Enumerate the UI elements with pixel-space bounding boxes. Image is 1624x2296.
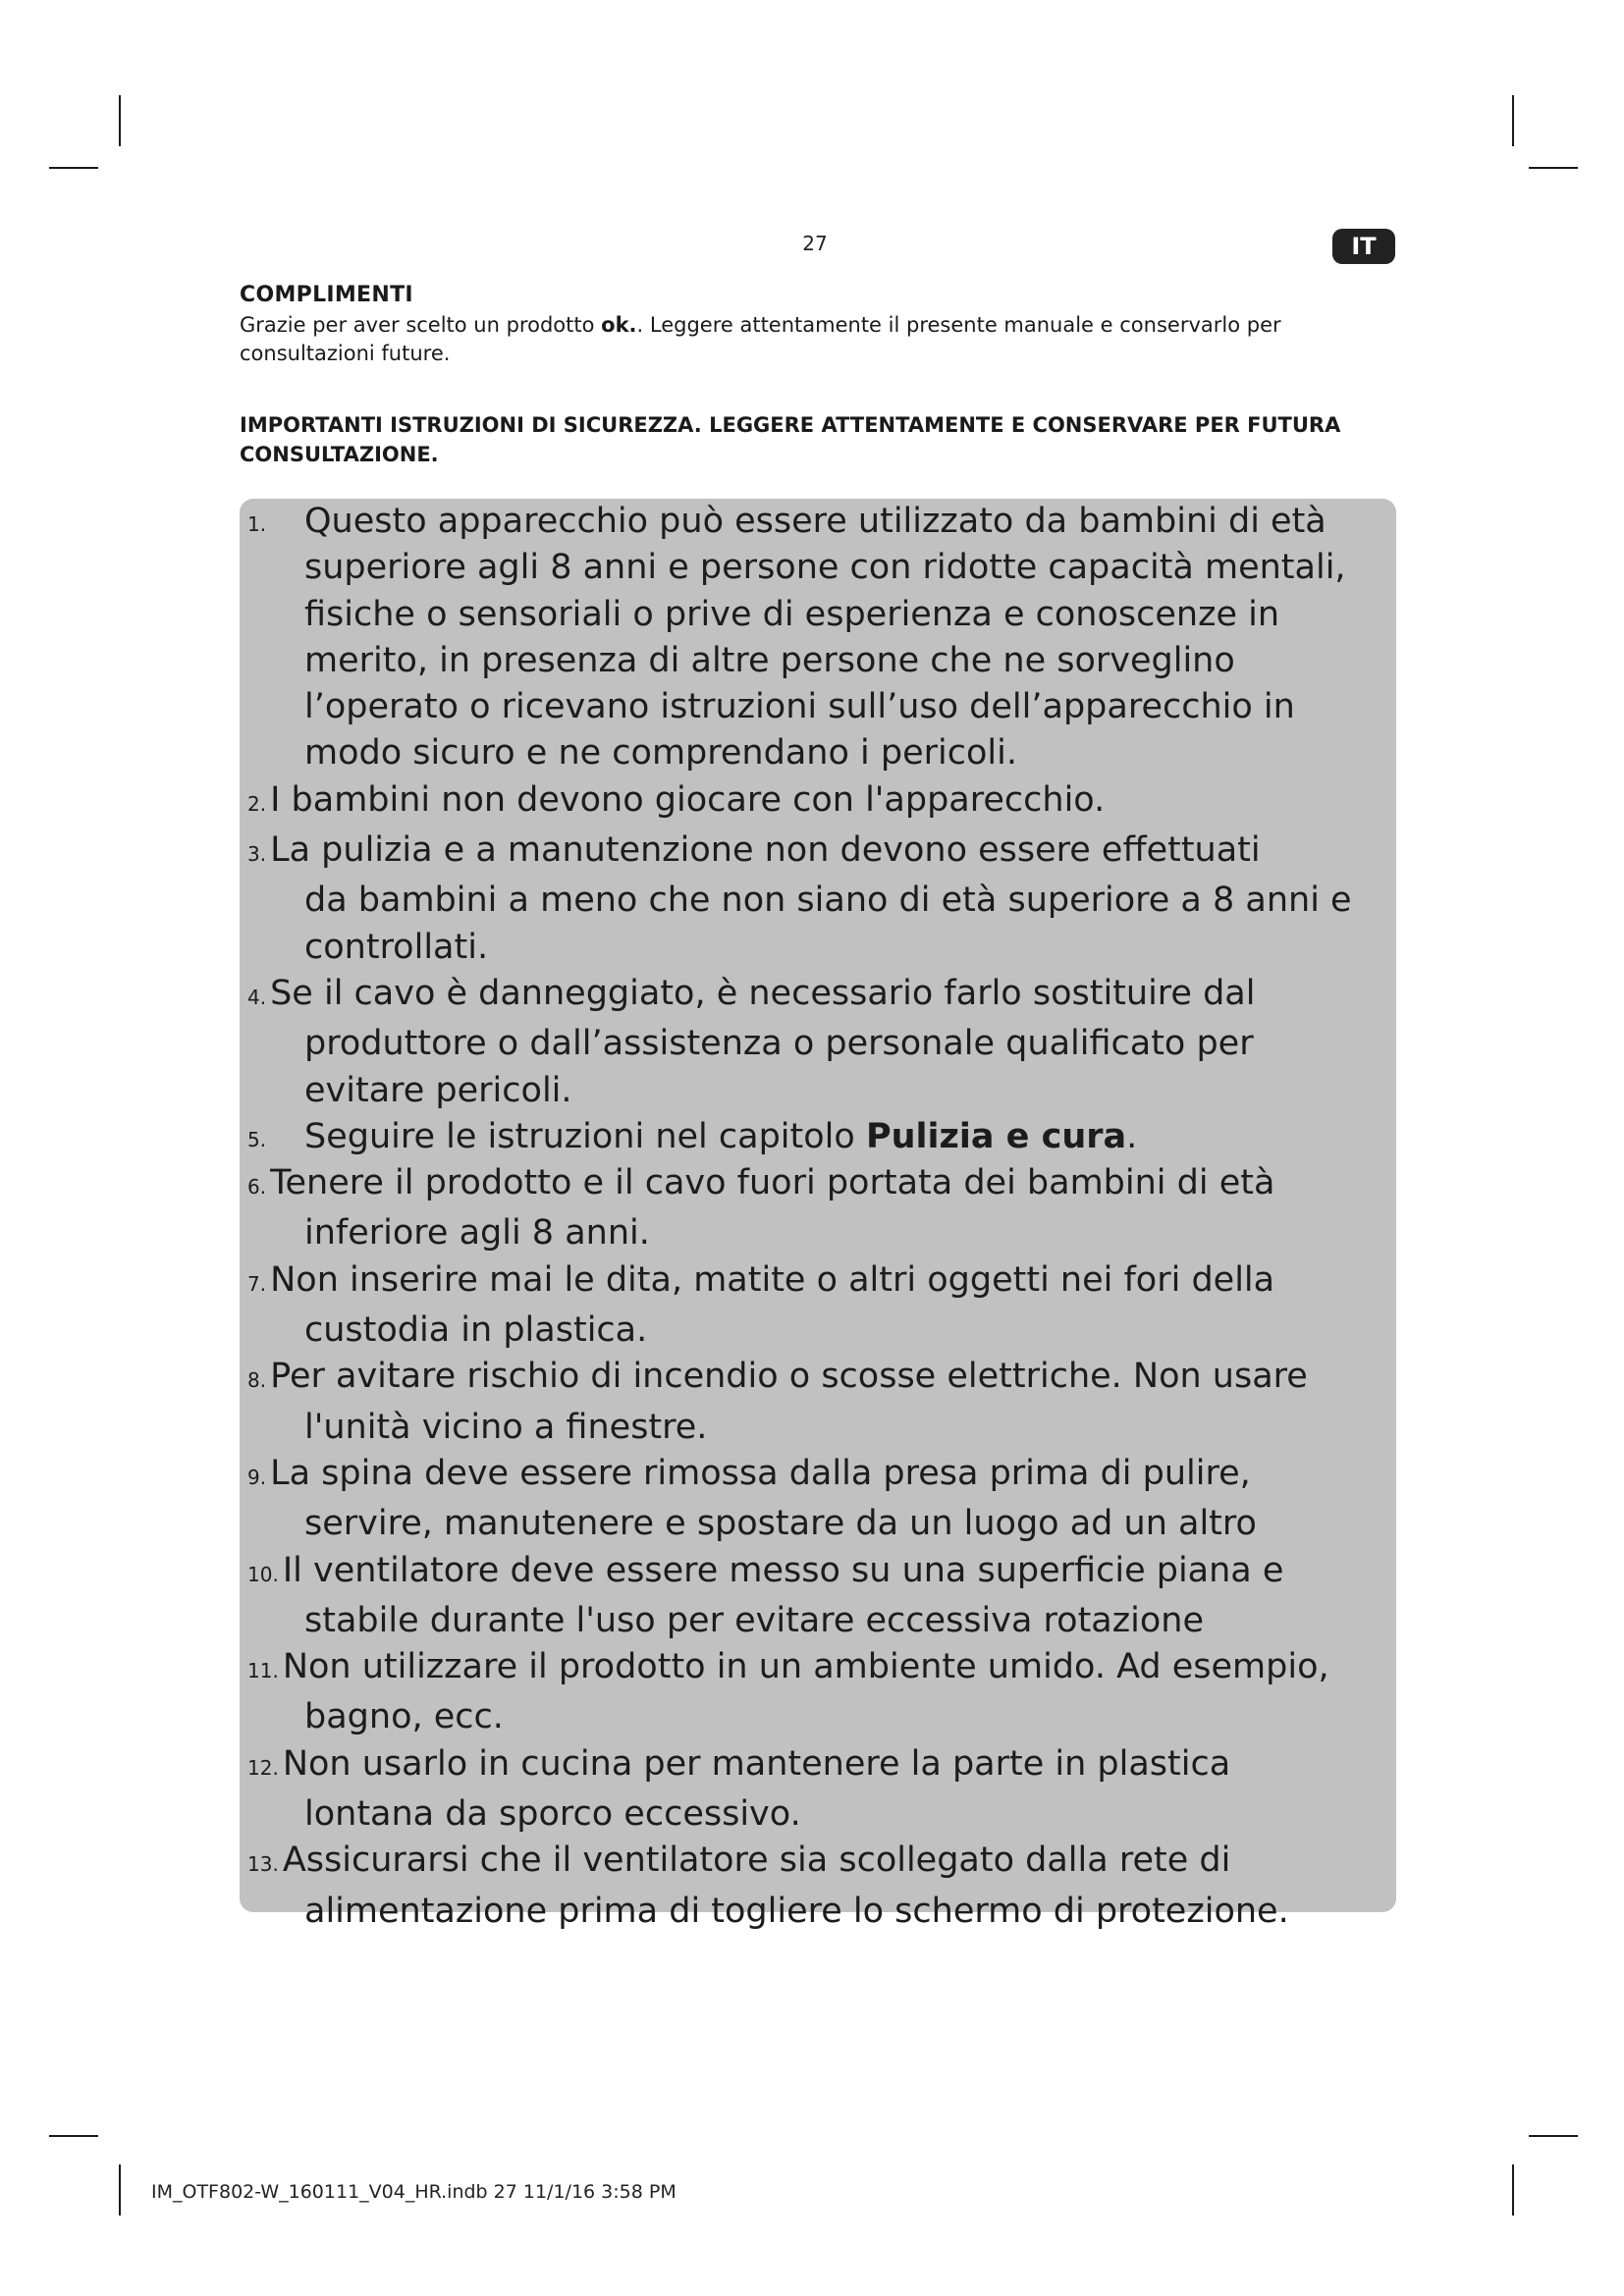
safety-item-line [247, 1548, 1388, 1598]
safety-item-text: La spina deve essere rimossa dalla presa prima di pulire, [270, 1453, 1251, 1493]
safety-item-line [247, 1354, 1388, 1404]
safety-item-line: l'unità vicino a finestre. [304, 1407, 708, 1447]
safety-item [247, 1354, 1388, 1451]
safety-item [247, 499, 1388, 777]
safety-item-line: servire, manutenere e spostare da un luogo ad un altro [304, 1504, 1257, 1544]
safety-item-line [304, 499, 1388, 545]
safety-item-number: 8. [247, 1368, 267, 1393]
safety-heading: IMPORTANTI ISTRUZIONI DI SICUREZZA. LEGGERE ATTENTAMENTE E CONSERVARE PER FUTURA CONSULTAZIONE. [240, 413, 1341, 466]
safety-item [247, 1451, 1388, 1548]
safety-item-line [247, 1741, 1388, 1791]
safety-item-number: 6. [247, 1175, 267, 1200]
crop-mark-bottom-right-horizontal [1529, 2135, 1578, 2137]
safety-item-text: I bambini non devono giocare con l'apparecchio. [270, 779, 1106, 820]
safety-item-line: inferiore agli 8 anni. [304, 1213, 650, 1254]
safety-item-text: Questo apparecchio può essere utilizzato da bambini di età [304, 502, 1326, 541]
crop-mark-top-left-horizontal [49, 167, 98, 169]
safety-item-line: l’operato o ricevano istruzioni sull’uso dell’apparecchio in [304, 687, 1295, 727]
safety-item-number: 3. [247, 842, 267, 867]
safety-item-text: Non utilizzare il prodotto in un ambiente umido. Ad esempio, [282, 1647, 1329, 1687]
safety-item-text: Il ventilatore deve essere messo su una superficie piana e [282, 1550, 1284, 1590]
safety-item-line: stabile durante l'uso per evitare eccessiva rotazione [304, 1600, 1204, 1640]
safety-item-line [304, 1114, 1388, 1160]
safety-item [247, 1257, 1388, 1355]
safety-item-number: 7. [247, 1271, 267, 1296]
safety-item-line: produttore o dall’assistenza o personale qualificato per [304, 1024, 1254, 1064]
safety-item-text: Non inserire mai le dita, matite o altri oggetti nei fori della [270, 1259, 1275, 1300]
safety-item [247, 971, 1388, 1114]
safety-item-text-end: . [1126, 1116, 1138, 1156]
safety-item-text: Seguire le istruzioni nel capitolo [304, 1116, 866, 1156]
safety-item-text: Per avitare rischio di incendio o scosse elettriche. Non usare [270, 1357, 1308, 1397]
safety-item-line: fisiche o sensoriali o prive di esperienza e conoscenze in [304, 594, 1280, 634]
safety-instructions-list [247, 499, 1388, 1935]
safety-item-line: bagno, ecc. [304, 1697, 504, 1737]
crop-mark-top-left-vertical [119, 95, 121, 146]
safety-instructions-box [240, 499, 1396, 1931]
safety-item [247, 1160, 1388, 1257]
crop-mark-bottom-left-horizontal [49, 2135, 98, 2137]
intro-text-after: . Leggere attentamente il presente manuale e conservarlo per consultazioni future. [240, 313, 1281, 365]
safety-item-line [247, 1451, 1388, 1501]
safety-item-line [247, 1644, 1388, 1694]
safety-item-line [247, 971, 1388, 1021]
safety-item-number: 1. [247, 512, 267, 536]
intro-paragraph [240, 311, 1393, 368]
brand-name: ok. [601, 313, 637, 337]
print-slug: IM_OTF802-W_160111_V04_HR.indb 27 11/1/16 3:58 PM [151, 2181, 677, 2203]
safety-item-line [247, 1838, 1388, 1888]
chapter-reference: Pulizia e cura [865, 1116, 1127, 1156]
intro-heading: COMPLIMENTI [240, 283, 413, 307]
safety-item-line: alimentazione prima di togliere lo schermo di protezione. [304, 1891, 1289, 1931]
safety-item-number: 5. [247, 1127, 267, 1151]
safety-item-line: modo sicuro e ne comprendano i pericoli. [304, 733, 1017, 774]
language-badge: IT [1332, 229, 1395, 264]
safety-item-line: superiore agli 8 anni e persone con ridotte capacità mentali, [304, 548, 1346, 588]
safety-item [247, 1114, 1388, 1160]
safety-item-line: lontana da sporco eccessivo. [304, 1794, 801, 1835]
safety-item-line: custodia in plastica. [304, 1310, 648, 1351]
crop-mark-bottom-right-vertical [1512, 2164, 1514, 2216]
safety-item-line: da bambini a meno che non siano di età superiore a 8 anni e [304, 881, 1352, 921]
safety-item-text: La pulizia e a manutenzione non devono essere effettuati [270, 830, 1261, 871]
safety-item [247, 777, 1388, 828]
safety-item-line: evitare pericoli. [304, 1070, 572, 1110]
safety-item-number: 11. [247, 1659, 279, 1683]
safety-item-number: 9. [247, 1465, 267, 1489]
safety-item [247, 828, 1388, 971]
safety-item-line: controllati. [304, 927, 489, 967]
safety-item [247, 1548, 1388, 1645]
safety-item-number: 4. [247, 985, 267, 1009]
safety-item-text: Assicurarsi che il ventilatore sia scollegato dalla rete di [282, 1841, 1231, 1881]
safety-item-text: Se il cavo è danneggiato, è necessario farlo sostituire dal [270, 973, 1256, 1013]
safety-item-text: Non usarlo in cucina per mantenere la parte in plastica [282, 1743, 1231, 1784]
crop-mark-bottom-left-vertical [119, 2164, 121, 2216]
safety-item-text: Tenere il prodotto e il cavo fuori portata dei bambini di età [270, 1163, 1275, 1203]
safety-item [247, 1838, 1388, 1935]
page-number: 27 [802, 232, 828, 255]
safety-item-line [247, 777, 1388, 828]
safety-item-number: 13. [247, 1852, 279, 1877]
safety-item-line [247, 1160, 1388, 1210]
safety-item-number: 10. [247, 1562, 279, 1586]
crop-mark-top-right-vertical [1512, 95, 1514, 146]
safety-item-line [247, 828, 1388, 878]
safety-item-line: merito, in presenza di altre persone che ne sorveglino [304, 640, 1235, 680]
crop-mark-top-right-horizontal [1529, 167, 1578, 169]
safety-item [247, 1741, 1388, 1839]
safety-item [247, 1644, 1388, 1741]
safety-item-number: 2. [247, 791, 267, 816]
intro-text-before: Grazie per aver scelto un prodotto [240, 313, 602, 337]
safety-item-number: 12. [247, 1755, 279, 1780]
safety-item-line [247, 1257, 1388, 1308]
